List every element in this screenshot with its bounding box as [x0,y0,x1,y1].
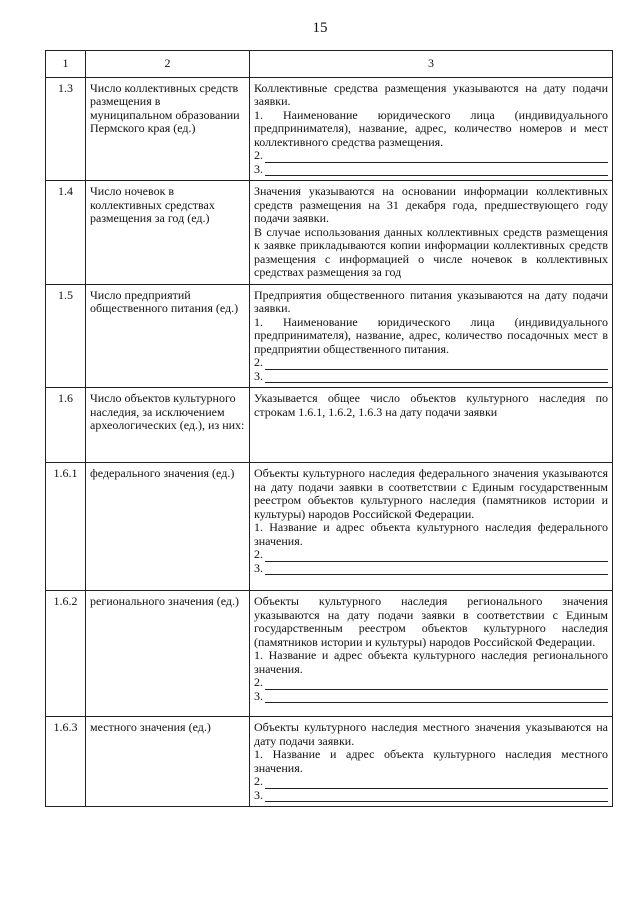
description-paragraph: 1. Название и адрес объекта культурного наследия местного значения. [254,747,608,775]
fill-in-label: 3. [254,688,263,703]
row-number: 1.6.3 [46,717,86,807]
indicator-description [250,388,613,463]
fill-in-label: 3. [254,161,263,176]
description-paragraph: Объекты культурного наследия федерального значения указываются на дату подачи заявки в соответствии с Единым государственным реестром объектов культурного наследия (памятников истории и культуры) народов Российской Федерации. [254,466,608,521]
fill-in-line [254,370,608,384]
column-header: 1 [46,51,86,78]
underline [265,358,608,370]
fill-in-label: 3. [254,368,263,383]
indicator-description [250,181,613,285]
fill-in-line [254,356,608,370]
indicator-description [250,463,613,591]
fill-in-line [254,548,608,562]
indicator-name: регионального значения (ед.) [86,591,250,717]
description-paragraph: 1. Наименование юридического лица (индивидуального предпринимателя), название, адрес, количество посадочных мест в предприятии общественного питания. [254,314,608,356]
indicator-name: федерального значения (ед.) [86,463,250,591]
row-number: 1.6.1 [46,463,86,591]
fill-in-line [254,789,608,803]
fill-in-label: 2. [254,774,263,788]
fill-in-label: 2. [254,675,263,689]
underline [265,790,608,802]
underline [265,371,608,383]
row-number: 1.6.2 [46,591,86,717]
table-row [46,717,613,807]
underline [265,777,608,789]
description-paragraph: Предприятия общественного питания указываются на дату подачи заявки. [254,287,608,315]
fill-in-line [254,690,608,704]
description-paragraph: В случае использования данных коллективных средств размещения к заявке прикладываются копии информации коллективных средств размещения с информацией о числе ночевок в коллективных средствах размещения за год [254,224,608,279]
description-paragraph: Указывается общее число объектов культурного наследия по строкам 1.6.1, 1.6.2, 1.6.3 на дату подачи заявки [254,391,608,419]
column-header: 3 [250,51,613,78]
row-number: 1.6 [46,388,86,463]
fill-in-line [254,775,608,789]
fill-in-label: 3. [254,560,263,575]
indicator-description [250,717,613,807]
underline [265,678,608,690]
indicator-description [250,77,613,181]
description-paragraph: 1. Название и адрес объекта культурного наследия федерального значения. [254,520,608,548]
column-header: 2 [86,51,250,78]
indicator-table [45,50,613,807]
indicator-name: Число коллективных средств размещения в муниципальном образовании Пермского края (ед.) [86,77,250,181]
underline [265,151,608,163]
table-row [46,463,613,591]
description-paragraph: 1. Наименование юридического лица (индивидуального предпринимателя), название, адрес, количество номеров и мест коллективного средства размещения. [254,107,608,149]
indicator-name: Число предприятий общественного питания (ед.) [86,284,250,388]
description-paragraph: Значения указываются на основании информации коллективных средств размещения на 31 декабря года, предшествующего году подачи заявки. [254,184,608,225]
underline [265,550,608,562]
underline [265,691,608,703]
fill-in-label: 2. [254,355,263,369]
fill-in-line [254,149,608,163]
row-number: 1.4 [46,181,86,285]
fill-in-line [254,562,608,576]
table-header-row [46,51,613,78]
fill-in-label: 3. [254,787,263,802]
row-number: 1.5 [46,284,86,388]
fill-in-label: 2. [254,547,263,561]
description-paragraph: Объекты культурного наследия местного значения указываются на дату подачи заявки. [254,720,608,748]
row-number: 1.3 [46,77,86,181]
indicator-name: Число объектов культурного наследия, за исключением археологических (ед.), из них: [86,388,250,463]
fill-in-label: 2. [254,148,263,162]
fill-in-line [254,676,608,690]
page-number: 15 [312,20,328,36]
underline [265,164,608,176]
indicator-name: местного значения (ед.) [86,717,250,807]
underline [265,563,608,575]
description-paragraph: 1. Название и адрес объекта культурного наследия регионального значения. [254,648,608,676]
indicator-description [250,591,613,717]
table-row [46,284,613,388]
table-row [46,591,613,717]
description-paragraph: Коллективные средства размещения указываются на дату подачи заявки. [254,80,608,108]
table-row [46,181,613,285]
table-row [46,388,613,463]
table-row [46,77,613,181]
indicator-name: Число ночевок в коллективных средствах размещения за год (ед.) [86,181,250,285]
description-paragraph: Объекты культурного наследия регионального значения указываются на дату подачи заявки в соответствии с Единым государственным реестром объектов культурного наследия (памятников истории и культуры) народов Российской Федерации. [254,594,608,649]
fill-in-line [254,163,608,177]
indicator-description [250,284,613,388]
